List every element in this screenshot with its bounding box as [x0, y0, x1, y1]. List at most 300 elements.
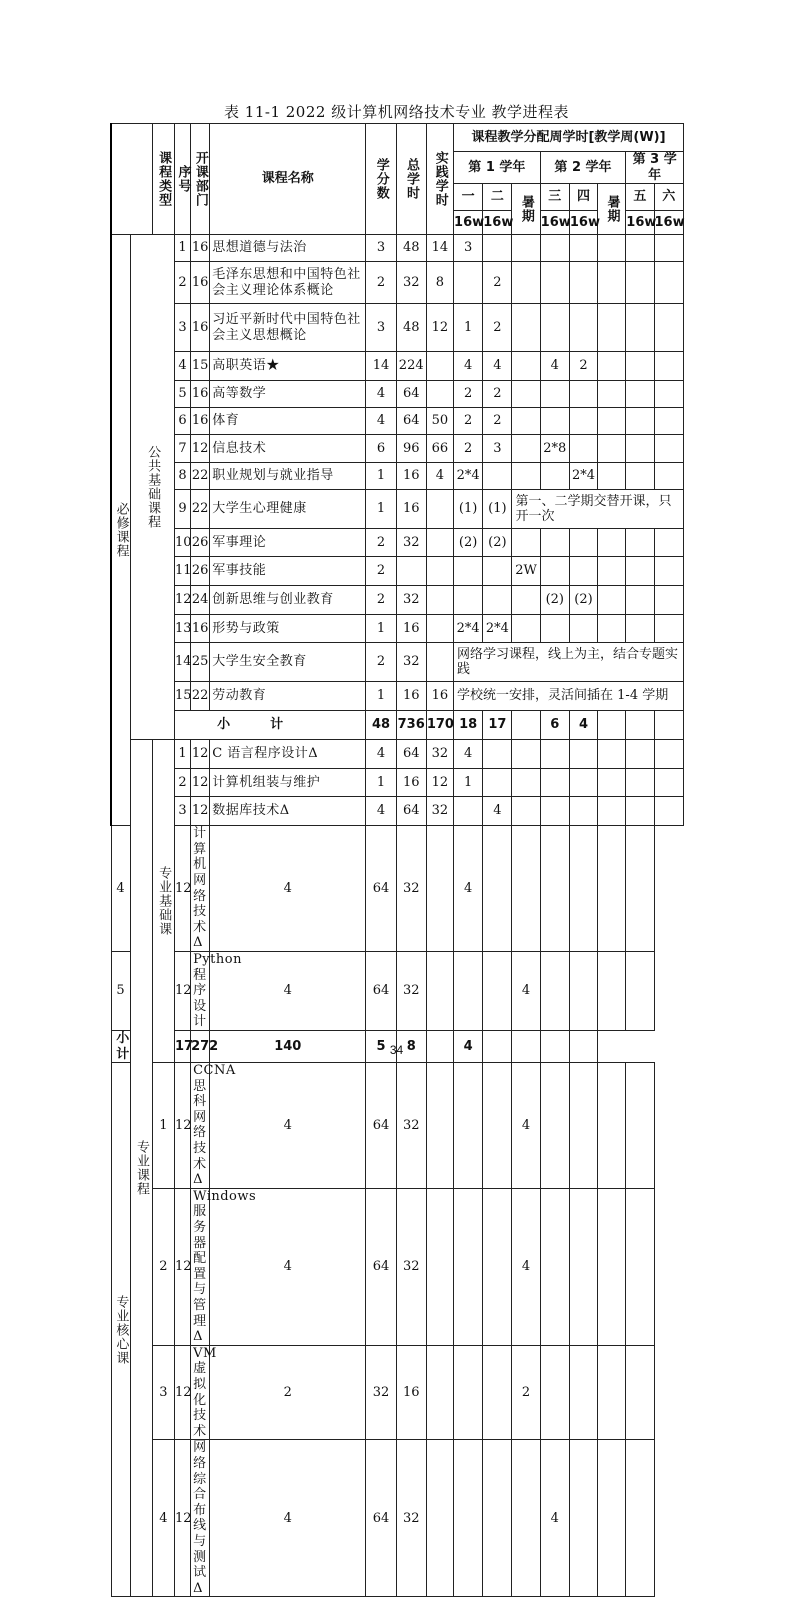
table-cell	[540, 797, 569, 826]
header-summer1: 暑期	[512, 184, 540, 235]
header-sem5: 五	[626, 184, 654, 211]
table-cell	[626, 1063, 654, 1189]
table-cell	[512, 711, 540, 740]
table-cell: 3	[174, 304, 190, 352]
table-cell: 2	[366, 557, 396, 586]
table-cell: 3	[366, 304, 396, 352]
required-group: 必修课程	[111, 235, 130, 826]
table-cell: 15	[174, 682, 190, 711]
table-cell	[540, 951, 569, 1030]
table-row	[111, 1188, 684, 1345]
table-cell	[454, 557, 483, 586]
table-cell: 64	[396, 740, 426, 769]
table-cell	[654, 381, 684, 408]
table-cell: 2	[174, 262, 190, 304]
table-cell: 16	[396, 615, 426, 643]
table-cell: 4	[454, 740, 483, 769]
table-cell	[540, 408, 569, 435]
table-cell	[483, 463, 512, 490]
table-cell	[569, 304, 597, 352]
table-cell: 16	[396, 682, 426, 711]
table-cell: (1)	[454, 490, 483, 529]
table-cell: 4	[512, 1063, 540, 1189]
table-row	[111, 826, 684, 952]
table-cell: 32	[396, 951, 426, 1030]
table-cell	[626, 1440, 654, 1597]
table-cell	[569, 435, 597, 463]
header-sem4: 四	[569, 184, 597, 211]
header-weeks: 16w	[654, 211, 684, 235]
teaching-schedule-table	[110, 123, 684, 1597]
table-cell: 16	[191, 381, 210, 408]
table-cell	[626, 304, 654, 352]
table-cell: 12	[174, 1440, 190, 1597]
table-cell: 6	[540, 711, 569, 740]
table-cell	[426, 826, 453, 952]
table-cell: 12	[426, 304, 453, 352]
table-cell: 高等数学	[210, 381, 366, 408]
header-sem2: 二	[483, 184, 512, 211]
table-cell: 15	[191, 352, 210, 381]
table-cell	[540, 557, 569, 586]
table-cell	[483, 235, 512, 262]
table-cell: 4	[483, 352, 512, 381]
table-cell	[569, 1063, 597, 1189]
table-cell: 3	[152, 1345, 174, 1440]
table-cell	[426, 529, 453, 557]
table-cell: 3	[174, 797, 190, 826]
table-cell: (2)	[454, 529, 483, 557]
table-row	[111, 304, 684, 352]
header-practice-hours: 实践学时	[426, 124, 453, 235]
table-cell: 32	[396, 643, 426, 682]
table-cell	[626, 826, 654, 952]
table-cell	[426, 1063, 453, 1189]
table-cell: 2	[366, 529, 396, 557]
header-year3: 第 3 学年	[626, 152, 684, 184]
table-cell: 96	[396, 435, 426, 463]
table-cell	[483, 769, 512, 797]
header-weeks: 16w	[454, 211, 483, 235]
table-cell	[598, 1345, 626, 1440]
table-cell	[483, 1188, 512, 1345]
table-row	[111, 1345, 684, 1440]
table-cell: 网络综合布线与测试Δ	[191, 1440, 210, 1597]
table-row	[111, 490, 684, 529]
table-cell: 32	[426, 797, 453, 826]
table-cell: 16	[396, 490, 426, 529]
table-cell: 1	[174, 235, 190, 262]
table-cell	[654, 463, 684, 490]
table-cell	[598, 463, 626, 490]
table-cell: 11	[174, 557, 190, 586]
public-group: 公共基础课程	[130, 235, 174, 740]
table-cell	[540, 304, 569, 352]
table-cell: 10	[174, 529, 190, 557]
table-cell: (2)	[540, 586, 569, 615]
table-cell	[540, 615, 569, 643]
table-row	[111, 682, 684, 711]
table-cell	[454, 1188, 483, 1345]
table-title: 表 11-1 2022 级计算机网络技术专业 教学进程表	[224, 103, 569, 121]
table-cell	[569, 615, 597, 643]
table-cell: 4	[454, 1030, 483, 1062]
table-row	[111, 463, 684, 490]
table-cell: 64	[366, 1440, 396, 1597]
table-cell	[483, 557, 512, 586]
table-cell: 2	[512, 1345, 540, 1440]
table-cell: 18	[454, 711, 483, 740]
table-cell: 64	[366, 1188, 396, 1345]
table-cell: 4	[569, 711, 597, 740]
table-cell: 66	[426, 435, 453, 463]
table-cell: 3	[366, 235, 396, 262]
table-row	[111, 435, 684, 463]
table-cell: VM 虚拟化技术	[191, 1345, 210, 1440]
table-cell	[569, 262, 597, 304]
subtotal-row	[111, 711, 684, 740]
table-cell	[426, 1188, 453, 1345]
table-cell: 职业规划与就业指导	[210, 463, 366, 490]
table-cell: 12	[426, 769, 453, 797]
table-cell: 48	[396, 304, 426, 352]
table-cell: 1	[152, 1063, 174, 1189]
table-cell	[569, 797, 597, 826]
table-cell: 劳动教育	[210, 682, 366, 711]
table-cell: 1	[366, 769, 396, 797]
header-summer2: 暑期	[598, 184, 626, 235]
table-cell	[626, 529, 654, 557]
table-cell: 32	[396, 262, 426, 304]
table-cell: 4	[454, 352, 483, 381]
table-cell: 大学生安全教育	[210, 643, 366, 682]
table-cell: 2*4	[483, 615, 512, 643]
table-cell: 12	[174, 826, 190, 952]
table-cell	[454, 262, 483, 304]
table-cell: 4	[540, 352, 569, 381]
table-cell	[483, 586, 512, 615]
table-cell	[512, 586, 540, 615]
table-cell	[626, 711, 654, 740]
table-cell: 272	[191, 1030, 210, 1062]
table-cell: 16	[396, 463, 426, 490]
table-cell: 22	[191, 682, 210, 711]
table-cell	[512, 235, 540, 262]
major-basic-group: 专业基础课	[152, 740, 174, 1063]
table-cell: 48	[396, 235, 426, 262]
table-cell: 16	[191, 262, 210, 304]
table-cell	[540, 235, 569, 262]
table-cell	[598, 408, 626, 435]
table-cell: 12	[174, 1345, 190, 1440]
table-row	[111, 352, 684, 381]
table-cell: 1	[366, 490, 396, 529]
table-cell: 思想道德与法治	[210, 235, 366, 262]
table-cell	[626, 381, 654, 408]
table-cell: 32	[396, 586, 426, 615]
table-cell: 16	[191, 615, 210, 643]
table-cell	[512, 797, 540, 826]
table-cell: 12	[191, 797, 210, 826]
table-cell	[654, 352, 684, 381]
alternating-note: 第一、二学期交替开课，只开一次	[512, 490, 684, 529]
table-cell	[512, 769, 540, 797]
table-cell	[540, 529, 569, 557]
table-cell	[426, 615, 453, 643]
table-cell	[598, 586, 626, 615]
table-cell	[569, 769, 597, 797]
table-cell	[569, 381, 597, 408]
table-cell	[483, 1345, 512, 1440]
major-group: 专业课程	[130, 740, 152, 1597]
table-cell	[598, 1063, 626, 1189]
table-row	[111, 235, 684, 262]
table-cell: 64	[366, 826, 396, 952]
table-cell: 4	[366, 797, 396, 826]
table-cell: 8	[396, 1030, 426, 1062]
table-row	[111, 529, 684, 557]
table-cell	[540, 826, 569, 952]
table-cell	[598, 1440, 626, 1597]
table-cell	[426, 643, 453, 682]
table-cell: 2*4	[569, 463, 597, 490]
table-cell	[512, 1440, 540, 1597]
table-cell: (2)	[483, 529, 512, 557]
header-credits: 学分数	[366, 124, 396, 235]
table-cell: Windows 服务器配置与管理Δ	[191, 1188, 210, 1345]
table-cell: 4	[210, 951, 366, 1030]
table-cell: 信息技术	[210, 435, 366, 463]
table-cell: 2	[483, 381, 512, 408]
table-cell: 14	[174, 643, 190, 682]
table-cell	[654, 262, 684, 304]
table-cell	[626, 1188, 654, 1345]
table-cell	[654, 557, 684, 586]
table-cell: 高职英语★	[210, 352, 366, 381]
table-cell	[569, 529, 597, 557]
table-cell	[598, 826, 626, 952]
table-cell	[512, 435, 540, 463]
header-course-type: 课程类型	[152, 124, 174, 235]
table-cell: CCNA 思科网络技术Δ	[191, 1063, 210, 1189]
table-cell	[512, 304, 540, 352]
table-cell: 140	[210, 1030, 366, 1062]
table-cell	[569, 740, 597, 769]
table-cell: 64	[396, 797, 426, 826]
table-cell: 64	[366, 951, 396, 1030]
table-cell	[598, 529, 626, 557]
table-cell	[426, 586, 453, 615]
table-cell	[626, 235, 654, 262]
table-cell	[598, 711, 626, 740]
table-cell: 12	[191, 769, 210, 797]
table-cell: 14	[366, 352, 396, 381]
table-cell: 5	[111, 951, 130, 1030]
table-cell: Python 程序设计	[191, 951, 210, 1030]
table-cell	[654, 529, 684, 557]
table-cell	[540, 769, 569, 797]
table-cell: 4	[366, 381, 396, 408]
major-core-group: 专业核心课	[111, 1063, 130, 1597]
table-cell: 军事理论	[210, 529, 366, 557]
header-year1: 第 1 学年	[454, 152, 541, 184]
table-row	[111, 381, 684, 408]
table-cell	[598, 615, 626, 643]
table-cell	[654, 797, 684, 826]
table-cell	[483, 1063, 512, 1189]
table-cell	[569, 1188, 597, 1345]
table-cell: 13	[174, 615, 190, 643]
table-cell: 9	[174, 490, 190, 529]
header-sem3: 三	[540, 184, 569, 211]
table-cell	[483, 826, 512, 952]
header-weeks: 16w	[626, 211, 654, 235]
table-cell: 1	[366, 682, 396, 711]
table-cell	[598, 1188, 626, 1345]
table-cell	[654, 435, 684, 463]
table-row	[111, 615, 684, 643]
table-cell: 4	[210, 826, 366, 952]
table-cell: 64	[396, 408, 426, 435]
table-cell: 32	[396, 1063, 426, 1189]
table-cell: 17	[174, 1030, 190, 1062]
table-cell: 数据库技术Δ	[210, 797, 366, 826]
table-cell: 4	[426, 463, 453, 490]
table-cell: 1	[366, 463, 396, 490]
table-cell	[426, 557, 453, 586]
table-cell: 2*4	[454, 615, 483, 643]
table-cell	[426, 490, 453, 529]
table-cell: 计算机网络技术Δ	[191, 826, 210, 952]
table-cell	[512, 740, 540, 769]
table-cell: 26	[191, 529, 210, 557]
table-cell: 3	[454, 235, 483, 262]
table-cell	[540, 381, 569, 408]
online-note: 网络学习课程，线上为主，结合专题实践	[454, 643, 684, 682]
table-cell	[626, 797, 654, 826]
table-cell	[626, 740, 654, 769]
table-cell: 4	[210, 1440, 366, 1597]
header-weeks: 16w	[540, 211, 569, 235]
table-cell	[569, 408, 597, 435]
table-cell: 1	[174, 740, 190, 769]
subtotal-label: 小计	[174, 711, 365, 740]
table-cell: 12	[191, 435, 210, 463]
table-cell	[654, 615, 684, 643]
table-cell: 50	[426, 408, 453, 435]
table-cell	[626, 408, 654, 435]
table-cell	[512, 352, 540, 381]
table-cell	[626, 352, 654, 381]
table-cell: 16	[191, 235, 210, 262]
table-cell: 6	[174, 408, 190, 435]
table-cell: 1	[366, 615, 396, 643]
table-cell: 2	[454, 408, 483, 435]
table-cell	[512, 463, 540, 490]
table-cell: 32	[396, 1188, 426, 1345]
table-cell	[654, 586, 684, 615]
table-cell	[598, 769, 626, 797]
table-cell: 2	[569, 352, 597, 381]
table-cell: 16	[396, 769, 426, 797]
table-cell	[598, 951, 626, 1030]
table-cell	[598, 352, 626, 381]
header-year2: 第 2 学年	[540, 152, 626, 184]
table-cell: 4	[540, 1440, 569, 1597]
table-cell: 12	[174, 586, 190, 615]
table-cell	[569, 1440, 597, 1597]
table-cell: 2	[483, 262, 512, 304]
table-cell: 2*8	[540, 435, 569, 463]
table-cell	[626, 435, 654, 463]
table-cell: 7	[174, 435, 190, 463]
page-number: 34	[389, 1043, 404, 1057]
table-cell: 224	[396, 352, 426, 381]
table-cell	[540, 1188, 569, 1345]
table-cell: 2	[210, 1345, 366, 1440]
table-cell: 2*4	[454, 463, 483, 490]
table-cell: 16	[426, 682, 453, 711]
table-cell: 14	[426, 235, 453, 262]
table-cell	[654, 769, 684, 797]
table-row	[111, 1440, 684, 1597]
table-cell	[626, 1345, 654, 1440]
table-cell: 64	[396, 381, 426, 408]
table-cell	[626, 262, 654, 304]
table-cell	[569, 1345, 597, 1440]
table-cell: 32	[396, 826, 426, 952]
table-cell: 736	[396, 711, 426, 740]
table-cell	[626, 557, 654, 586]
table-cell: 12	[174, 1188, 190, 1345]
table-cell: 48	[366, 711, 396, 740]
table-cell	[540, 262, 569, 304]
table-cell	[483, 951, 512, 1030]
table-cell: 体育	[210, 408, 366, 435]
table-cell	[454, 797, 483, 826]
table-cell: 4	[210, 1188, 366, 1345]
table-cell	[512, 408, 540, 435]
table-cell	[426, 951, 453, 1030]
table-cell: 2	[483, 408, 512, 435]
subtotal-label: 小计	[111, 1030, 174, 1062]
table-cell	[569, 826, 597, 952]
table-cell	[454, 1440, 483, 1597]
table-cell	[654, 711, 684, 740]
table-cell: 32	[396, 529, 426, 557]
table-cell: 2	[174, 769, 190, 797]
table-cell	[598, 740, 626, 769]
table-cell: 32	[366, 1345, 396, 1440]
header-total-hours: 总学时	[396, 124, 426, 235]
table-cell	[512, 615, 540, 643]
table-cell	[454, 1063, 483, 1189]
table-cell: 3	[483, 435, 512, 463]
table-cell	[483, 1440, 512, 1597]
header-weeks: 16w	[483, 211, 512, 235]
table-cell: 2	[454, 435, 483, 463]
table-cell: 军事技能	[210, 557, 366, 586]
table-cell	[512, 826, 540, 952]
table-cell: 22	[191, 463, 210, 490]
table-cell: 170	[426, 711, 453, 740]
table-cell: 4	[512, 951, 540, 1030]
table-cell	[654, 740, 684, 769]
table-cell: 64	[366, 1063, 396, 1189]
table-cell: 2	[454, 381, 483, 408]
labor-note: 学校统一安排，灵活间插在 1-4 学期	[454, 682, 684, 711]
table-cell	[598, 435, 626, 463]
